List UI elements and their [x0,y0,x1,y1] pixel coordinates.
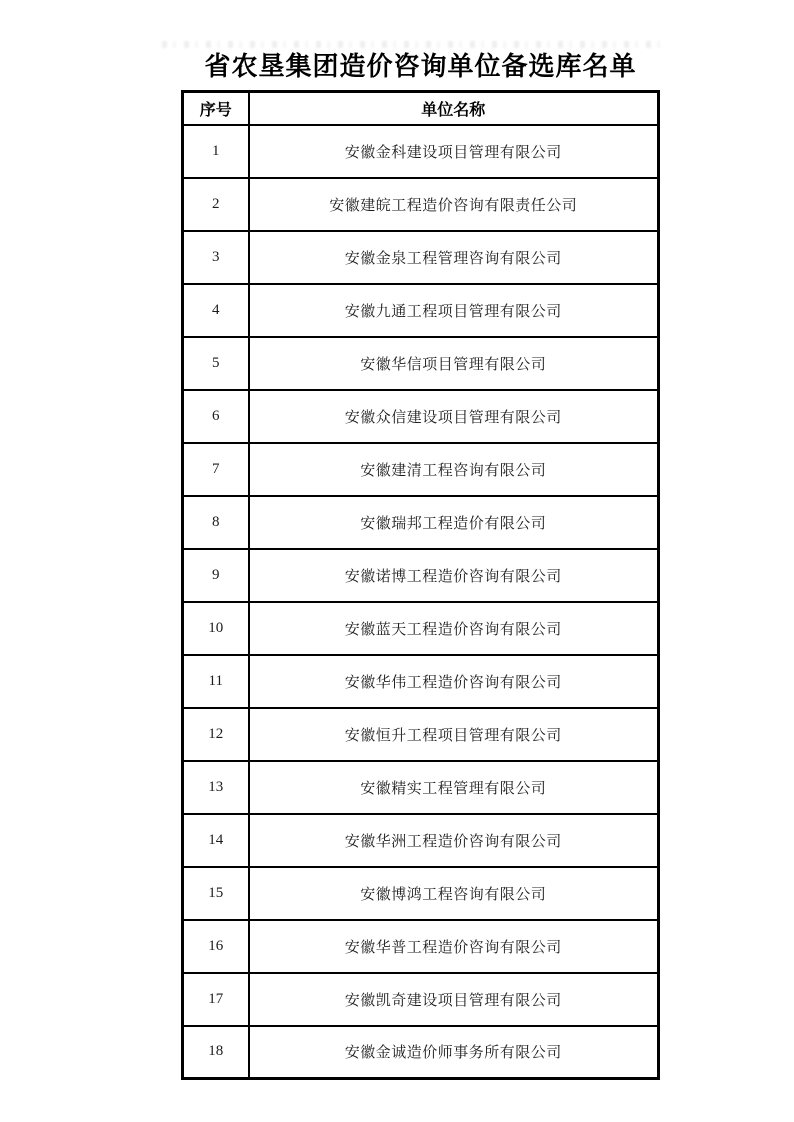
table-row [183,655,659,708]
unit-name-cell: 安徽建皖工程造价咨询有限责任公司 [249,178,659,231]
unit-name-cell: 安徽恒升工程项目管理有限公司 [249,708,659,761]
unit-name-cell: 安徽金诚造价师事务所有限公司 [249,1026,659,1079]
table-row [183,284,659,337]
seq-cell: 9 [183,549,249,602]
unit-name-cell: 安徽华洲工程造价咨询有限公司 [249,814,659,867]
table-row [183,761,659,814]
seq-cell: 10 [183,602,249,655]
seq-cell: 16 [183,920,249,973]
unit-name-cell: 安徽瑞邦工程造价有限公司 [249,496,659,549]
seq-cell: 3 [183,231,249,284]
seq-cell: 17 [183,973,249,1026]
table-row [183,390,659,443]
table-row [183,867,659,920]
unit-name-cell: 安徽众信建设项目管理有限公司 [249,390,659,443]
table-row [183,602,659,655]
table-row [183,708,659,761]
table-row [183,443,659,496]
seq-cell: 8 [183,496,249,549]
table-row [183,337,659,390]
seq-cell: 13 [183,761,249,814]
table-row [183,496,659,549]
unit-name-cell: 安徽九通工程项目管理有限公司 [249,284,659,337]
seq-cell: 5 [183,337,249,390]
seq-cell: 2 [183,178,249,231]
column-header-seq: 序号 [183,92,249,125]
seq-cell: 18 [183,1026,249,1079]
table-row [183,1026,659,1079]
page-title: 省农垦集团造价咨询单位备选库名单 [204,52,637,81]
unit-name-cell: 安徽华伟工程造价咨询有限公司 [249,655,659,708]
table-body [183,125,659,1079]
unit-name-cell: 安徽建清工程咨询有限公司 [249,443,659,496]
seq-cell: 14 [183,814,249,867]
table-row [183,920,659,973]
table-header-row [183,92,659,125]
seq-cell: 7 [183,443,249,496]
unit-name-cell: 安徽精实工程管理有限公司 [249,761,659,814]
scan-artifact-line [162,41,667,48]
vendor-roster-table [181,90,660,1080]
unit-name-cell: 安徽金泉工程管理咨询有限公司 [249,231,659,284]
seq-cell: 1 [183,125,249,178]
table-row [183,549,659,602]
table-row [183,973,659,1026]
seq-cell: 4 [183,284,249,337]
unit-name-cell: 安徽华普工程造价咨询有限公司 [249,920,659,973]
seq-cell: 6 [183,390,249,443]
unit-name-cell: 安徽诺博工程造价咨询有限公司 [249,549,659,602]
table-row [183,125,659,178]
unit-name-cell: 安徽凯奇建设项目管理有限公司 [249,973,659,1026]
column-header-unit-name: 单位名称 [249,92,659,125]
table-row [183,231,659,284]
unit-name-cell: 安徽金科建设项目管理有限公司 [249,125,659,178]
seq-cell: 15 [183,867,249,920]
seq-cell: 11 [183,655,249,708]
table-row [183,178,659,231]
unit-name-cell: 安徽蓝天工程造价咨询有限公司 [249,602,659,655]
unit-name-cell: 安徽华信项目管理有限公司 [249,337,659,390]
unit-name-cell: 安徽博鸿工程咨询有限公司 [249,867,659,920]
table-row [183,814,659,867]
seq-cell: 12 [183,708,249,761]
